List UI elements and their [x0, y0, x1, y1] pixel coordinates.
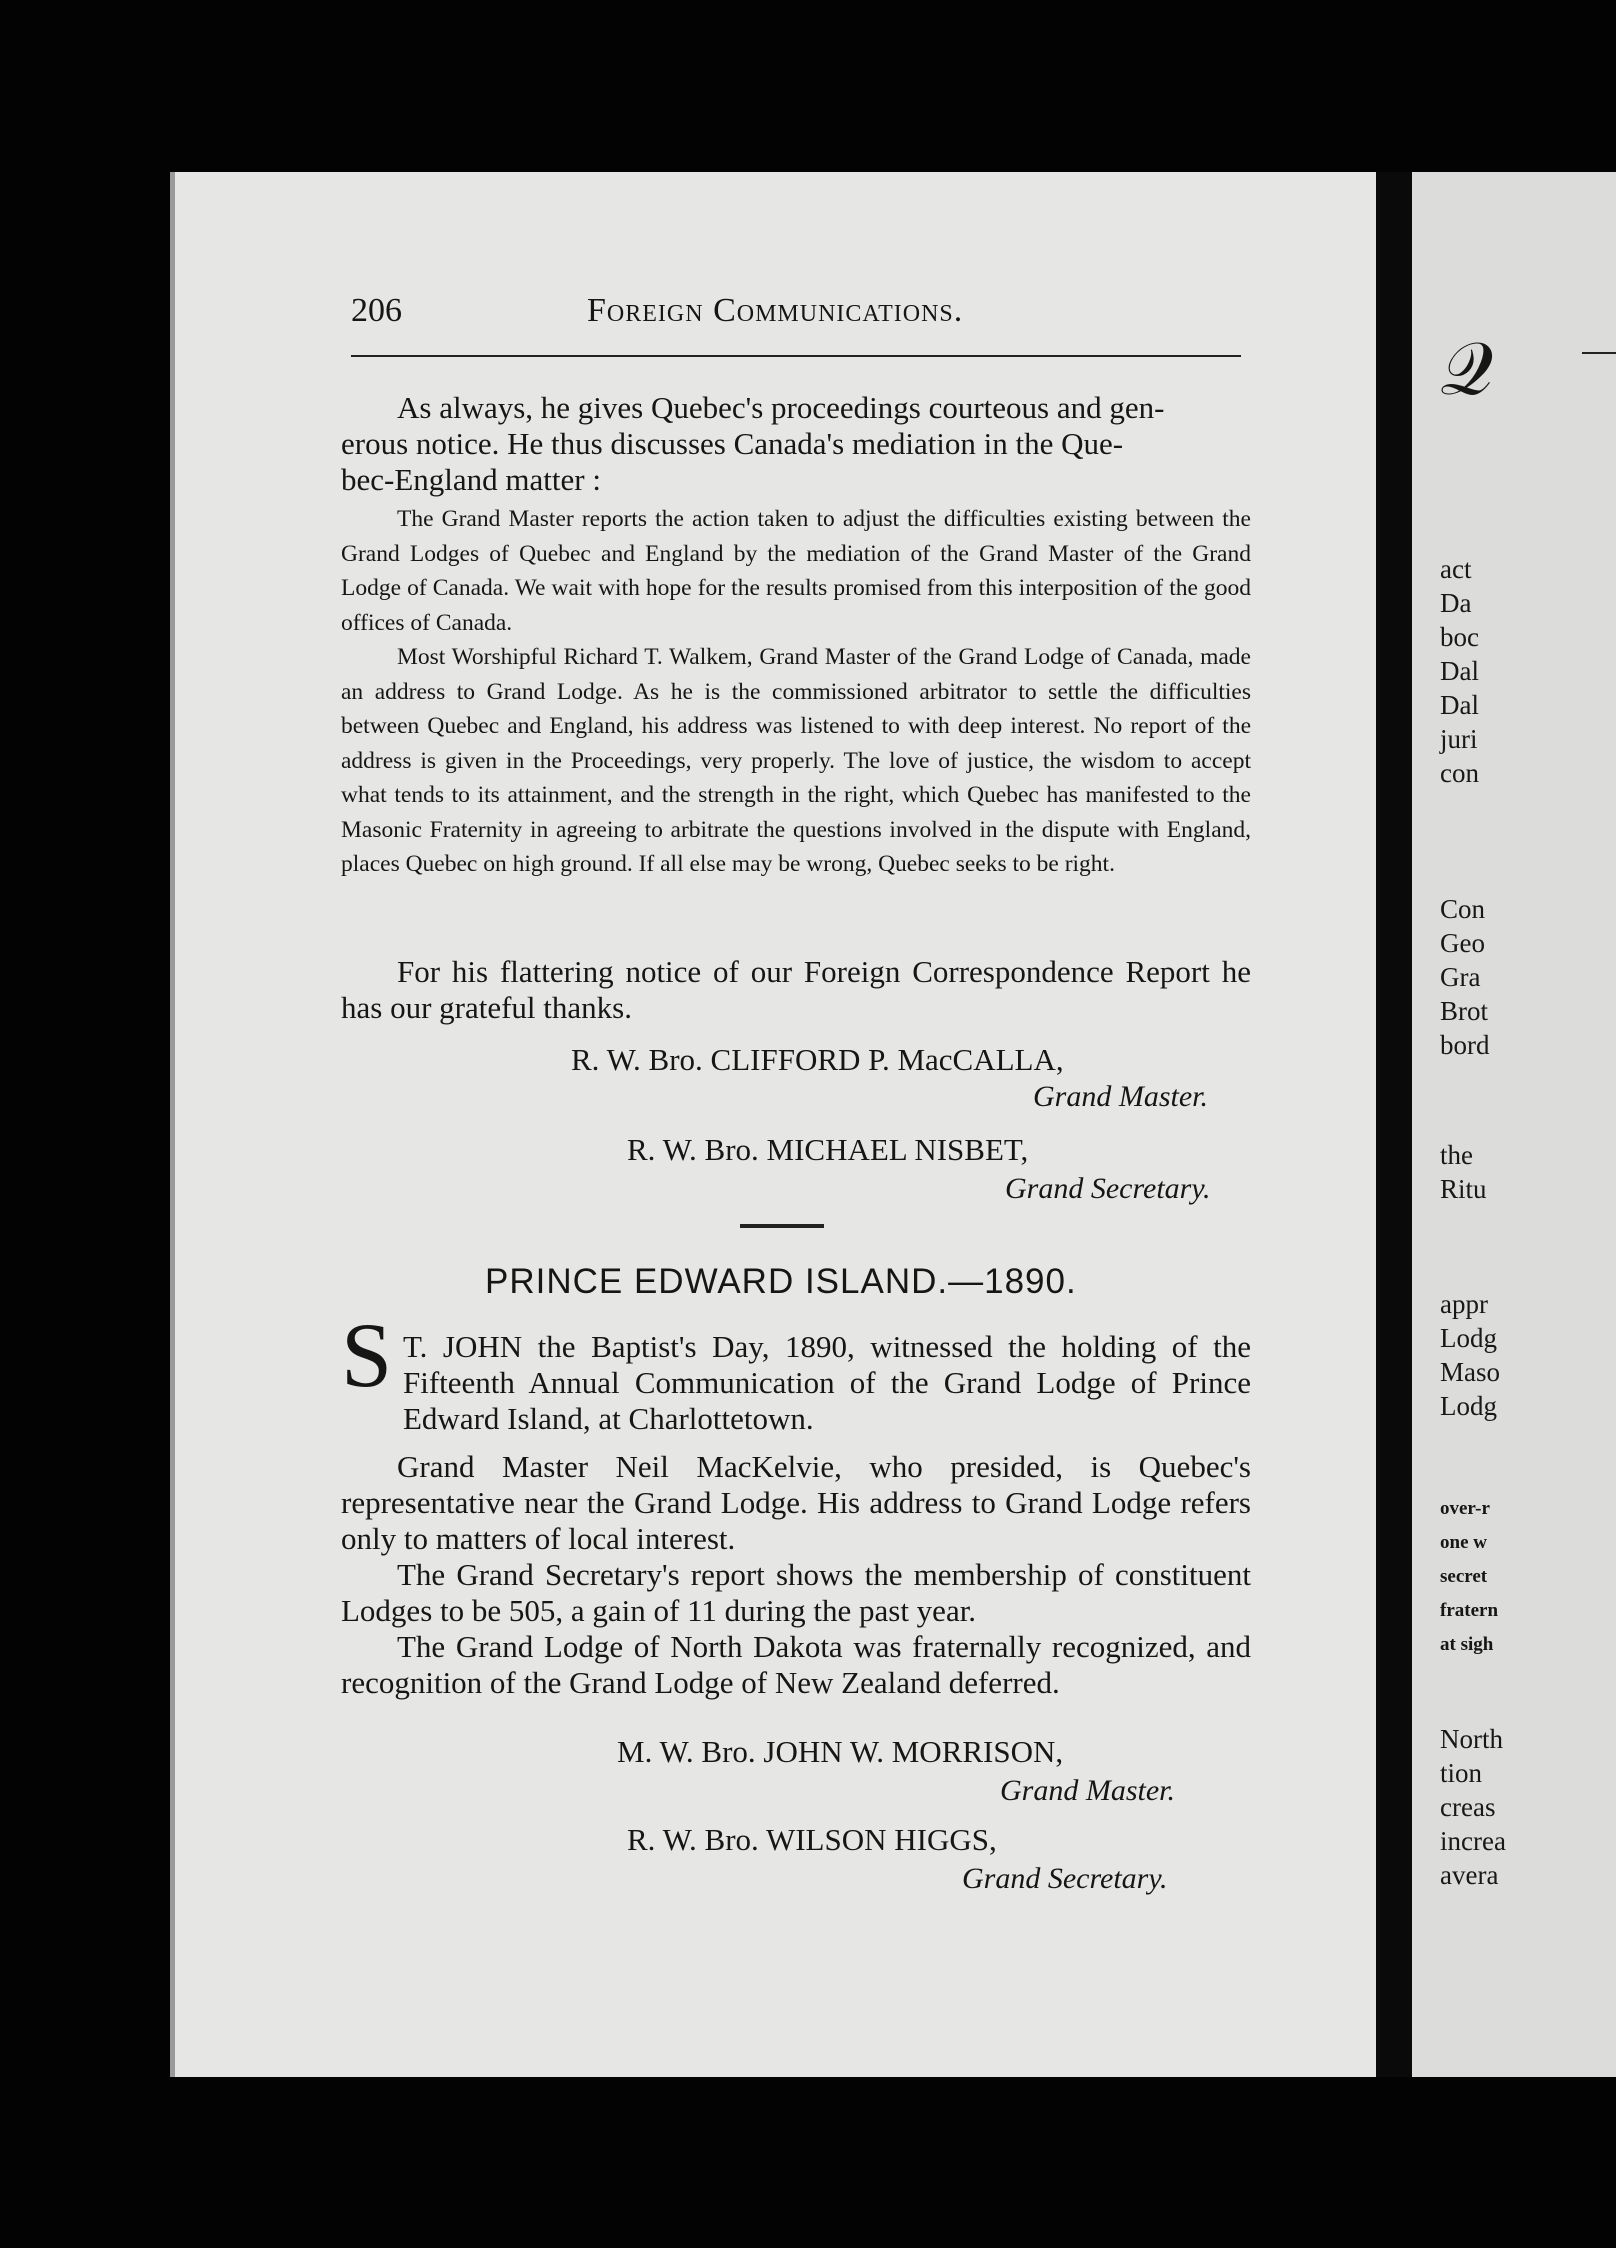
fragment-line: Brot [1440, 996, 1489, 1026]
pei-body [341, 1449, 1251, 1701]
right-text-block [1440, 1287, 1500, 1423]
fragment-line: at sigh [1440, 1634, 1494, 1655]
fragment-line: con [1440, 758, 1479, 788]
fragment-line: Con [1440, 894, 1486, 924]
intro-paragraph [341, 390, 1251, 498]
fragment-line: avera [1440, 1860, 1499, 1890]
closing-paragraph-block [341, 954, 1251, 1026]
fragment-line: increa [1440, 1826, 1506, 1856]
fragment-line: boc [1440, 622, 1479, 652]
pei-paragraph: T. JOHN the Baptist's Day, 1890, witnessed the holding of the Fifteenth Annual Communication of the Grand Lodge of Prince Edward Island, at Charlottetown. [403, 1329, 1251, 1436]
fragment-line: Ritu [1440, 1174, 1487, 1204]
right-text-block [1440, 892, 1490, 1062]
closing-paragraph: For his flattering notice of our Foreign Correspondence Report he has our grateful thanks. [341, 954, 1251, 1025]
fragment-line: the [1440, 1140, 1473, 1170]
section-title: PRINCE EDWARD ISLAND.—1890. [485, 1262, 1077, 1301]
section-divider [740, 1224, 824, 1228]
fragment-line: Lodg [1440, 1323, 1497, 1353]
fragment-line: tion [1440, 1758, 1483, 1788]
right-text-block [1440, 1138, 1487, 1206]
fragment-line: creas [1440, 1792, 1496, 1822]
signature-name: M. W. Bro. JOHN W. MORRISON, [617, 1734, 1064, 1769]
quoted-extract [341, 502, 1251, 882]
running-title: Foreign Communications. [587, 292, 964, 329]
intro-line: bec-England matter : [341, 462, 601, 497]
fragment-line: Da [1440, 588, 1472, 618]
fragment-line: Lodg [1440, 1391, 1497, 1421]
right-header-rule [1582, 352, 1616, 354]
signature-title: Grand Master. [1000, 1774, 1176, 1807]
pei-first-paragraph [341, 1329, 1251, 1437]
pei-paragraph: The Grand Lodge of North Dakota was fraternally recognized, and recognition of the Grand Lodge of New Zealand deferred. [341, 1629, 1251, 1700]
intro-line: erous notice. He thus discusses Canada's mediation in the Que- [341, 426, 1124, 461]
fragment-line: over-r [1440, 1498, 1490, 1519]
right-text-block [1440, 552, 1479, 790]
fragment-line: Dal [1440, 656, 1479, 686]
pei-paragraph: Grand Master Neil MacKelvie, who presided, is Quebec's representative near the Grand Lodge. His address to Grand Lodge refers only to matters of local interest. [341, 1449, 1251, 1556]
fragment-line: Gra [1440, 962, 1481, 992]
header-rule [351, 355, 1241, 357]
signature-title: Grand Secretary. [962, 1862, 1168, 1895]
fragment-line: bord [1440, 1030, 1490, 1060]
fragment-line: juri [1440, 724, 1478, 754]
right-text-block [1440, 1492, 1498, 1662]
right-page-fragment [1412, 172, 1616, 2077]
fragment-line: one w [1440, 1532, 1487, 1553]
quote-paragraph: The Grand Master reports the action taken to adjust the difficulties existing between the Grand Lodges of Quebec and England by the mediation of the Grand Master of the Grand Lodge of Canada. We wait with hope for the results promised from this interposition of the good offices of Canada. [341, 506, 1251, 636]
fragment-line: Geo [1440, 928, 1485, 958]
fragment-line: act [1440, 554, 1472, 584]
left-page [170, 172, 1376, 2077]
signature-title: Grand Secretary. [1005, 1172, 1211, 1205]
signature-name: R. W. Bro. MICHAEL NISBET, [627, 1132, 1029, 1167]
signature-name: R. W. Bro. WILSON HIGGS, [627, 1822, 997, 1857]
fragment-line: appr [1440, 1289, 1488, 1319]
decorative-initial-icon: 𝒬 [1440, 329, 1494, 411]
fragment-line: fratern [1440, 1600, 1499, 1621]
intro-line: As always, he gives Quebec's proceedings courteous and gen- [397, 390, 1165, 425]
book-gutter [1376, 172, 1412, 2077]
signature-title: Grand Master. [1033, 1080, 1209, 1113]
fragment-line: North [1440, 1724, 1503, 1754]
pei-paragraph: The Grand Secretary's report shows the membership of constituent Lodges to be 505, a gain of 11 during the past year. [341, 1557, 1251, 1628]
signature-name: R. W. Bro. CLIFFORD P. MacCALLA, [571, 1042, 1064, 1077]
right-text-block [1440, 1722, 1506, 1892]
fragment-line: secret [1440, 1566, 1488, 1587]
drop-cap: S [341, 1304, 393, 1406]
page-number: 206 [351, 292, 402, 329]
quote-paragraph: Most Worshipful Richard T. Walkem, Grand Master of the Grand Lodge of Canada, made an address to Grand Lodge. As he is the commissioned arbitrator to settle the difficulties between Quebec and England, his address was listened to with deep interest. No report of the address is given in the Proceedings, very properly. The love of justice, the wisdom to accept what tends to its attainment, and the strength in the right, which Quebec has manifested to the Masonic Fraternity in agreeing to arbitrate the questions involved in the dispute with England, places Quebec on high ground. If all else may be wrong, Quebec seeks to be right. [341, 644, 1251, 877]
fragment-line: Maso [1440, 1357, 1500, 1387]
fragment-line: Dal [1440, 690, 1479, 720]
